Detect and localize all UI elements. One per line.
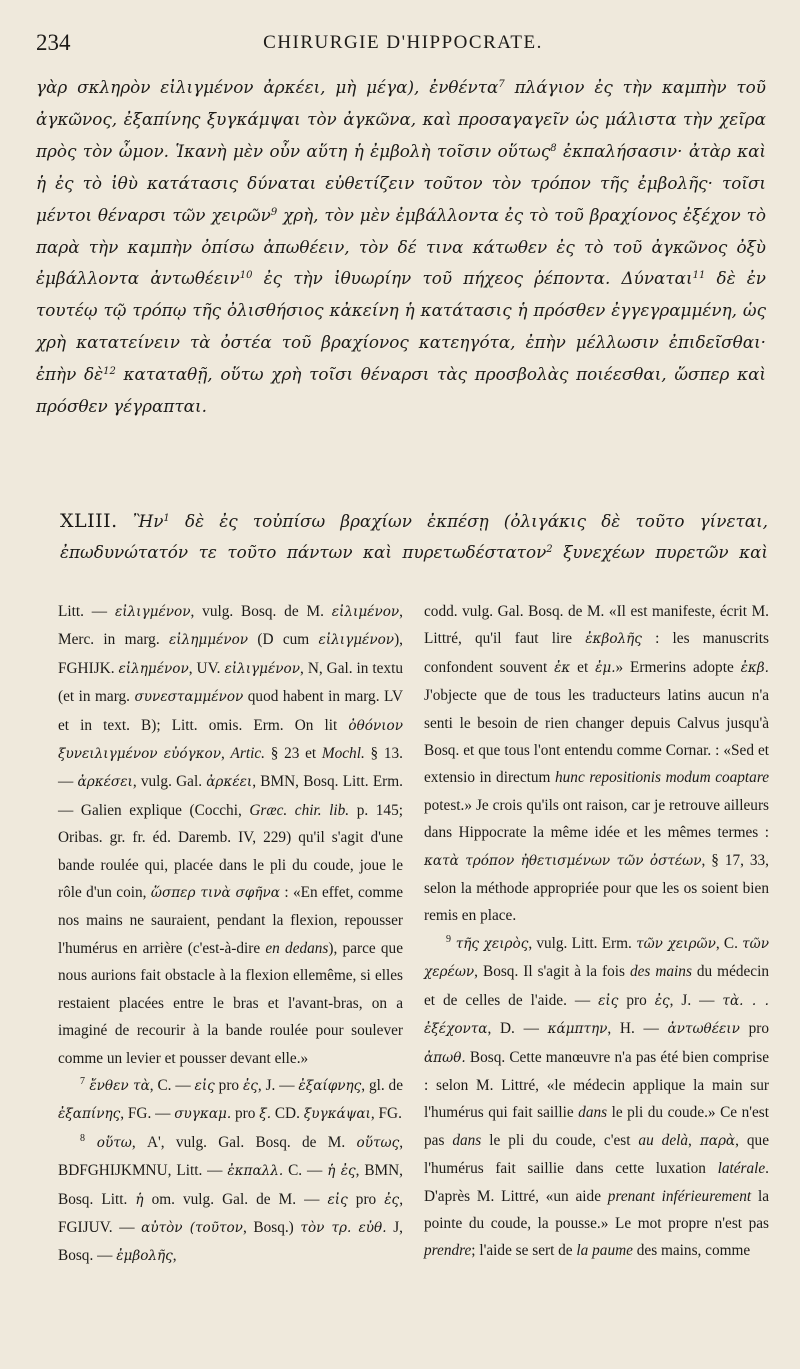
footnote-8: $^8$ οὕτω, A', vulg. Gal. Bosq. de M. οὕτως, BDFGHIJKMNU, Litt. — ἐκπαλλ. C. — ἡ ἐς, BMN, Bosq. Litt. ἡ om. vulg. Gal. de M. — εἰς pro ἐς, FGIJUV. — αὐτὸν (τοῦτον, Bosq.) τὸν τρ. εὐθ. J, Bosq. — ἐμβολῆς,	[58, 1132, 404, 1265]
footnote-ref[interactable]: 10	[239, 270, 253, 282]
footnote-ref[interactable]: 7	[498, 79, 505, 90]
footnote-ref[interactable]: 8	[550, 142, 557, 154]
footnote-ref[interactable]: 1	[163, 513, 170, 524]
running-header	[36, 30, 770, 58]
footnote-ref[interactable]: 2	[546, 544, 553, 555]
running-title: CHIRURGIE D'HIPPOCRATE.	[263, 32, 543, 53]
footnotes-left-column	[58, 598, 403, 1271]
footnote-ref[interactable]: 9	[270, 206, 278, 218]
footnote-9: $^9$ τῆς χειρὸς, vulg. Litt. Erm. τῶν χειρῶν, C. τῶν χερέων, Bosq. Il s'agit à la fois des mains du médecin et de celles de l'aide. — εἰς pro ἐς, J. — τὰ. . . ἐξέχοντα, D. — κάμπτην, H. — ἀντωθέειν pro ἀπωθ. Bosq. Cette manœuvre n'a pas été bien comprise : selon M. Littré, «le médecin applique la main sur l'humérus qui fait saillie dans le pli du coude.» Ce n'est pas dans le pli du coude, c'est au delà, παρὰ, que l'humérus fait saillie dans cette luxation latérale. D'après M. Littré, «un aide prenant inférieurement la pointe du coude, la pousse.» Le mot propre n'est pas prendre; l'aide se sert de la paume des mains, comme	[424, 933, 770, 1260]
chapter-xliii: XLIII. Ἢν$^1$ δὲ ἐς τοὐπίσω βραχίων ἐκπέσῃ (ὀλιγάκις δὲ τοῦτο γίνεται, ἐπωδυνώτατόν τε τοῦτο πάντων καὶ πυρετωδέστατον$^2$ ξυνεχέων πυρετῶν καὶ	[60, 510, 768, 562]
footnote-ref[interactable]: 11	[692, 270, 706, 282]
footnote-7: $^7$ ἔνθεν τὰ, C. — εἰς pro ἐς, J. — ἐξαίφνης, gl. de ἐξαπίνης, FG. — συγκαμ. pro ξ. CD. ξυγκάψαι, FG.	[58, 1075, 403, 1123]
chapter-number: XLIII.	[60, 510, 118, 532]
footnote-ref[interactable]: 12	[103, 366, 116, 378]
footnote-8-continuation: codd. vulg. Gal. Bosq. de M. «Il est manifeste, écrit M. Littré, qu'il faut lire ἐκβολῆς : les manuscrits confondent souvent ἐκ et ἐμ.» Ermerins adopte ἐκβ. J'objecte que de tous les traducteurs latins aucun n'a senti le besoin de rien changer depuis Calvus jusqu'à Bosq. et que tous l'ont entendu comme Cornar. : «Sed et extensio in directum hunc repositionis modum coaptare potest.» Je crois qu'ils ont raison, car je retrouve ailleurs dans Hippocrate la même idée et les mêmes termes : κατὰ τρόπον ἠθετισμένων τῶν ὀστέων, § 17, 33, selon la méthode appropriée pour que les os soient bien remis en place.	[424, 603, 770, 925]
greek-main-text	[36, 72, 766, 423]
footnotes-right-column	[424, 598, 769, 1265]
footnote-continuation: Litt. — εἰλιγμένον, vulg. Bosq. de M. εἰλιμένον, Merc. in marg. εἰλημμένον (D cum εἰλιγμένον), FGHIJK. εἰλημένον, UV. εἰλιγμένον, N, Gal. in textu (et in marg. συνεσταμμένον quod habent in marg. LV et in text. B); Litt. omis. Erm. On lit ὀθόνιον ξυνειλιγμένον εὐόγκον, Artic. § 23 et Mochl. § 13.— ἀρκέσει, vulg. Gal. ἀρκέει, BMN, Bosq. Litt. Erm. — Galien explique (Cocchi, Græc. chir. lib. p. 145; Oribas. gr. fr. éd. Daremb. IV, 229) qu'il s'agit d'une bande roulée qui, placée dans le pli du coude, joue le rôle d'un coin, ὥσπερ τινὰ σφῆνα : «En effet, comme nos mains ne sauraient, pendant la flexion, repousser l'humérus en arrière (c'est-à-dire en dedans), parce que nous aurions fait obstacle à la flexion ellemême, si elles restaient placées entre le bras et l'avant-bras, on a imaginé de recourir à la bande roulée pour soulever comme un levier et pousser devant elle.»	[58, 603, 404, 1067]
page-number: 234	[36, 30, 71, 55]
greek-paragraph: γὰρ σκληρὸν εἰλιγμένον ἀρκέει, μὴ μέγα), ἐνθέντα$^7$ πλάγιον ἐς τὴν καμπὴν τοῦ ἀγκῶνος, ἐξαπίνης ξυγκάμψαι τὸν ἀγκῶνα, καὶ προσαγαγεῖν ὡς μάλιστα τὴν χεῖρα πρὸς τὸν ὦμον. Ἱκανὴ μὲν οὖν αὕτη ἡ ἐμβολὴ τοῖσιν οὕτως$^8$ ἐκπαλήσασιν· ἀτὰρ καὶ ἡ ἐς τὸ ἰθὺ κατάτασις δύναται εὐθετίζειν τοῦτον τὸν τρόπον τῆς ἐμβολῆς· τοῖσι μέντοι θέναρσι τῶν χειρῶν$^9$ χρὴ, τὸν μὲν ἐμβάλλοντα ἐς τὸ τοῦ βραχίονος ἐξέχον τὸ παρὰ τὴν καμπὴν ὀπίσω ἀπωθέειν, τὸν δέ τινα κάτωθεν ἐς τὸ τοῦ ἀγκῶνος ὀξὺ ἐμβάλλοντα ἀντωθέειν$^{10}$ ἐς τὴν ἰθυωρίην τοῦ πήχεος ῥέποντα. Δύναται$^{11}$ δὲ ἐν τουτέῳ τῷ τρόπῳ τῆς ὀλισθήσιος κἀκείνη ἡ κατάτασις ἡ πρόσθεν ἐγγεγραμμένη, ὡς χρὴ κατατείνειν τὰ ὀστέα τοῦ βραχίονος κατεηγότα, ἐπὴν μέλλωσιν ἐπιδεῖσθαι· ἐπὴν δὲ$^{12}$ καταταθῇ, οὕτω χρὴ τοῖσι θέναρσι τὰς προσβολὰς ποιέεσθαι, ὥσπερ καὶ πρόσθεν γέγραπται.	[36, 77, 767, 417]
